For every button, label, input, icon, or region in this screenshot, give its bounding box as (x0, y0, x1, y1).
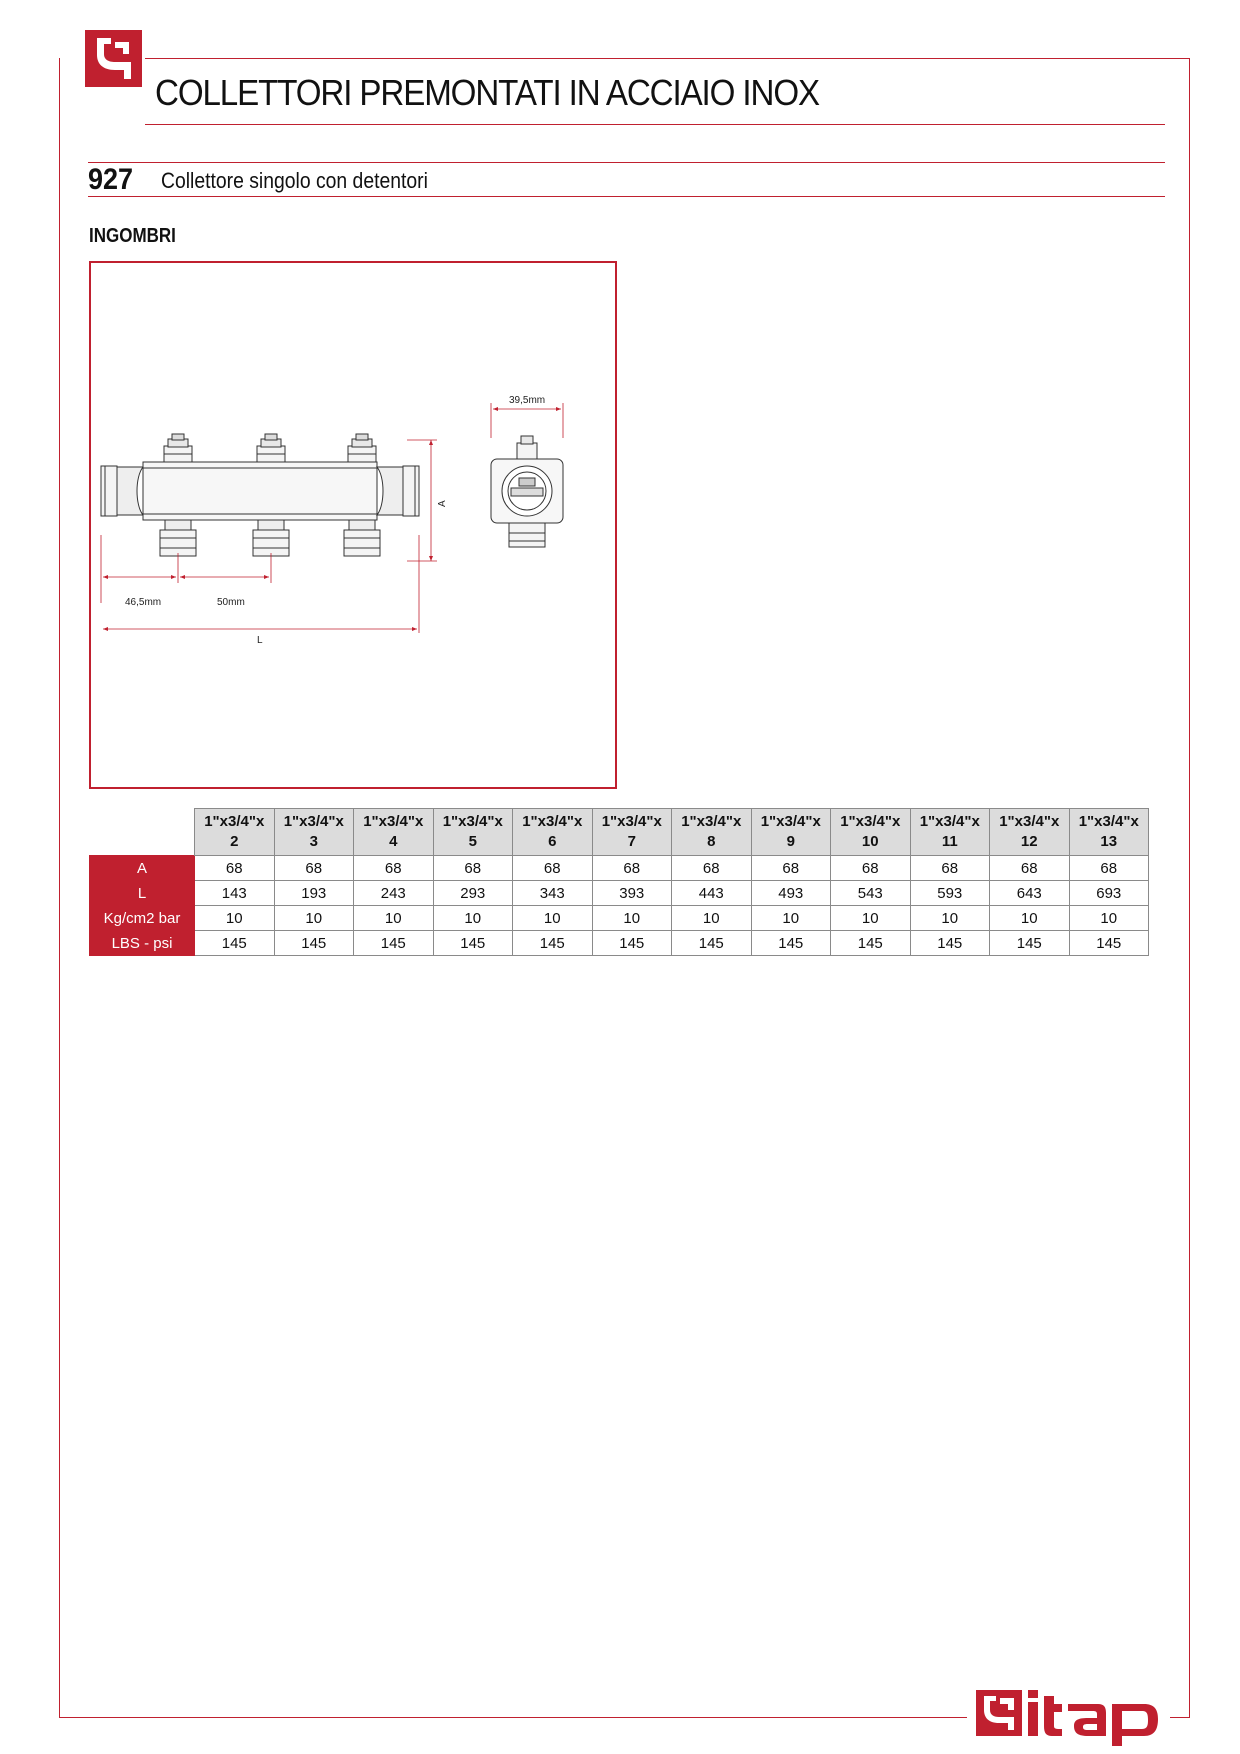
column-header: 1"x3/4"x 9 (751, 809, 831, 856)
section-rule-top (88, 162, 1165, 163)
table-cell: 543 (831, 881, 911, 906)
table-cell: 68 (990, 856, 1070, 881)
column-header: 1"x3/4"x 13 (1069, 809, 1149, 856)
table-row (90, 931, 1149, 956)
column-header: 1"x3/4"x 2 (195, 809, 275, 856)
table-cell: 145 (1069, 931, 1149, 956)
section-code: 927 (88, 163, 134, 196)
section-rule-bottom (88, 196, 1165, 197)
table-cell: 145 (592, 931, 672, 956)
table-cell: 145 (831, 931, 911, 956)
table-cell: 493 (751, 881, 831, 906)
table-cell: 693 (1069, 881, 1149, 906)
column-header: 1"x3/4"x 7 (592, 809, 672, 856)
table-corner (90, 809, 195, 856)
table-cell: 68 (592, 856, 672, 881)
table-cell: 145 (354, 931, 434, 956)
dim-first-label: 46,5mm (125, 597, 162, 608)
table-cell: 10 (1069, 906, 1149, 931)
table-cell: 145 (195, 931, 275, 956)
bottom-outlets (160, 520, 380, 556)
table-cell: 10 (990, 906, 1070, 931)
table-cell: 145 (274, 931, 354, 956)
column-header: 1"x3/4"x 10 (831, 809, 911, 856)
table-cell: 68 (1069, 856, 1149, 881)
table-cell: 145 (990, 931, 1070, 956)
table-header-row (90, 809, 1149, 856)
table-cell: 10 (831, 906, 911, 931)
row-label: Kg/cm2 bar (90, 906, 195, 931)
frame-right-line (1189, 58, 1190, 1718)
table-cell: 10 (910, 906, 990, 931)
table-cell: 145 (433, 931, 513, 956)
table-cell: 145 (751, 931, 831, 956)
column-header: 1"x3/4"x 12 (990, 809, 1070, 856)
table-row (90, 881, 1149, 906)
table-cell: 10 (672, 906, 752, 931)
top-valves (164, 434, 376, 462)
table-cell: 343 (513, 881, 593, 906)
table-cell: 68 (751, 856, 831, 881)
table-cell: 68 (831, 856, 911, 881)
table-cell: 10 (592, 906, 672, 931)
table-cell: 68 (910, 856, 990, 881)
frame-left-line (59, 58, 60, 1718)
table-row (90, 856, 1149, 881)
table-cell: 68 (354, 856, 434, 881)
table-cell: 68 (274, 856, 354, 881)
table-cell: 10 (274, 906, 354, 931)
row-label: L (90, 881, 195, 906)
table-cell: 443 (672, 881, 752, 906)
side-view (491, 436, 563, 547)
itap-mark-icon (85, 30, 142, 87)
frame-bottom-line-right (1170, 1717, 1190, 1718)
table-cell: 393 (592, 881, 672, 906)
section-subheading: INGOMBRI (89, 225, 176, 247)
dim-length-label: L (257, 635, 263, 646)
table-cell: 68 (195, 856, 275, 881)
dim-pitch-label: 50mm (217, 597, 245, 608)
column-header: 1"x3/4"x 4 (354, 809, 434, 856)
table-cell: 643 (990, 881, 1070, 906)
table-cell: 293 (433, 881, 513, 906)
frame-top-line (145, 58, 1190, 59)
table-cell: 68 (513, 856, 593, 881)
table-cell: 145 (672, 931, 752, 956)
table-cell: 68 (672, 856, 752, 881)
table-cell: 10 (195, 906, 275, 931)
table-cell: 193 (274, 881, 354, 906)
table-cell: 10 (513, 906, 593, 931)
manifold-body (101, 462, 419, 520)
row-label: A (90, 856, 195, 881)
table-row (90, 906, 1149, 931)
page-title: COLLETTORI PREMONTATI IN ACCIAIO INOX (155, 72, 819, 113)
table-cell: 10 (433, 906, 513, 931)
section-name: Collettore singolo con detentori (161, 168, 428, 193)
table-cell: 68 (433, 856, 513, 881)
column-header: 1"x3/4"x 11 (910, 809, 990, 856)
column-header: 1"x3/4"x 8 (672, 809, 752, 856)
column-header: 1"x3/4"x 3 (274, 809, 354, 856)
table-cell: 145 (513, 931, 593, 956)
table-cell: 145 (910, 931, 990, 956)
dim-height-label: A (437, 500, 448, 507)
manifold-drawing (91, 263, 615, 787)
dim-width-label: 39,5mm (509, 395, 546, 406)
table-cell: 243 (354, 881, 434, 906)
column-header: 1"x3/4"x 6 (513, 809, 593, 856)
drawing-frame (89, 261, 617, 789)
table-cell: 10 (751, 906, 831, 931)
table-cell: 593 (910, 881, 990, 906)
title-rule (145, 124, 1165, 125)
frame-bottom-line (59, 1717, 967, 1718)
row-label: LBS - psi (90, 931, 195, 956)
table-cell: 10 (354, 906, 434, 931)
spec-table (89, 808, 1149, 956)
column-header: 1"x3/4"x 5 (433, 809, 513, 856)
itap-logo-icon (976, 1688, 1160, 1746)
table-cell: 143 (195, 881, 275, 906)
